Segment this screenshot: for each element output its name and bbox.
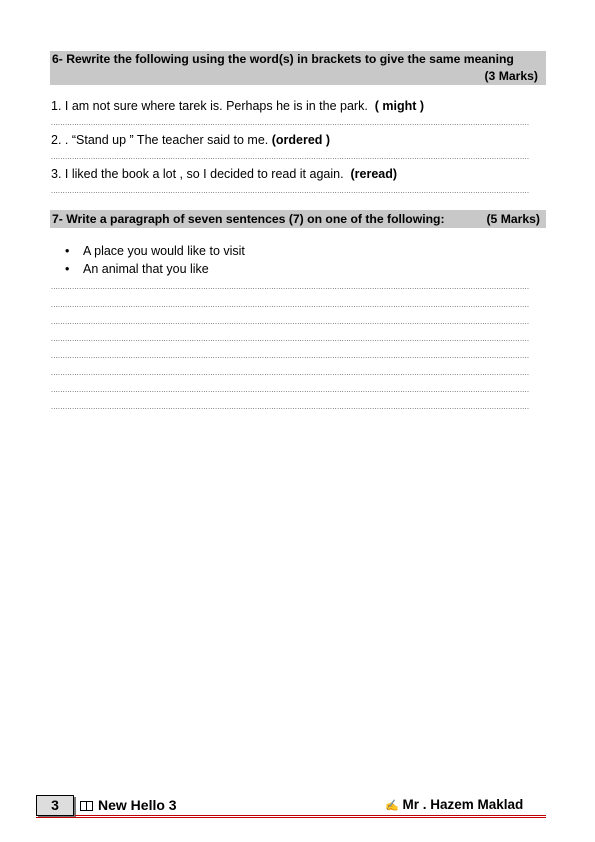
- footer-author: [385, 797, 523, 812]
- writing-line[interactable]: ............................................................................................................................................................................................................: [51, 303, 530, 309]
- q6-item-3-text: 3. I liked the book a lot , so I decided to read it again.: [51, 167, 344, 181]
- writing-line[interactable]: ............................................................................................................................................................................................................: [51, 285, 530, 291]
- footer-book-title: [80, 797, 177, 813]
- book-title-text: New Hello 3: [98, 797, 177, 813]
- book-icon: [80, 801, 93, 811]
- footer-rule: [36, 817, 546, 818]
- q6-item-1-hint: ( might ): [374, 99, 425, 113]
- q7-option-2: An animal that you like: [83, 262, 209, 276]
- q6-item-2-hint: (ordered ): [271, 133, 331, 147]
- writing-line[interactable]: ............................................................................................................................................................................................................: [51, 388, 530, 394]
- q6-item-3: [51, 167, 397, 181]
- question-7-marks: (5 Marks): [486, 212, 540, 226]
- bullet-icon: •: [65, 244, 70, 258]
- writing-line[interactable]: ............................................................................................................................................................................................................: [51, 320, 530, 326]
- author-name: Mr . Hazem Maklad: [402, 797, 524, 812]
- writing-line[interactable]: ............................................................................................................................................................................................................: [51, 371, 530, 377]
- question-7-header: [50, 210, 546, 228]
- bullet-icon: •: [65, 262, 70, 276]
- q7-option-1: A place you would like to visit: [83, 244, 245, 258]
- answer-line[interactable]: ............................................................................................................................................................................................................: [51, 121, 530, 127]
- question-6-heading: 6- Rewrite the following using the word(s) in brackets to give the same meaning: [52, 52, 514, 66]
- q6-item-1: [51, 99, 424, 113]
- q6-item-2-text: 2. . “Stand up ” The teacher said to me.: [51, 133, 269, 147]
- writing-line[interactable]: ............................................................................................................................................................................................................: [51, 405, 530, 411]
- writing-hand-icon: ✍: [385, 800, 399, 812]
- answer-line[interactable]: ............................................................................................................................................................................................................: [51, 155, 530, 161]
- question-6-marks: (3 Marks): [484, 69, 538, 83]
- question-7-heading: 7- Write a paragraph of seven sentences (7) on one of the following:: [52, 212, 445, 226]
- question-6-header: [50, 51, 546, 85]
- writing-line[interactable]: ............................................................................................................................................................................................................: [51, 337, 530, 343]
- q6-item-1-text: 1. I am not sure where tarek is. Perhaps he is in the park.: [51, 99, 368, 113]
- writing-line[interactable]: ............................................................................................................................................................................................................: [51, 354, 530, 360]
- q6-item-3-hint: (reread): [350, 167, 398, 181]
- q6-item-2: [51, 133, 330, 147]
- footer-rule: [75, 815, 546, 816]
- answer-line[interactable]: ............................................................................................................................................................................................................: [51, 189, 530, 195]
- page-number: 3: [36, 795, 74, 816]
